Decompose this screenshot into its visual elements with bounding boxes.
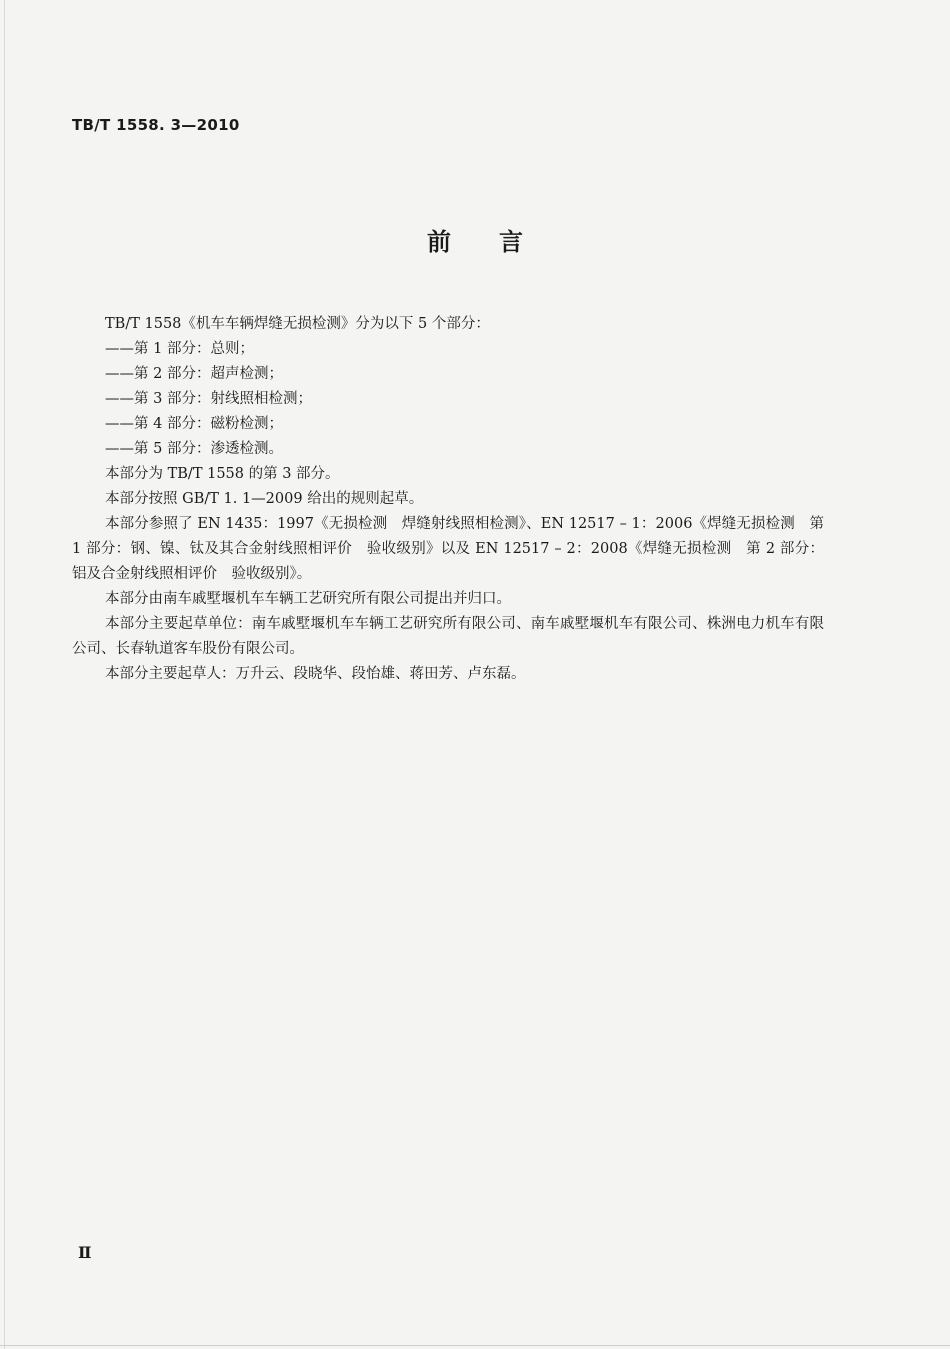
standard-code: TB/T 1558. 3—2010 (72, 116, 240, 134)
list-item: ——第 5 部分：渗透检测。 (105, 441, 283, 457)
page-title: 前言 (427, 228, 571, 256)
list-item: ——第 4 部分：磁粉检测； (105, 416, 283, 432)
preface-body (72, 312, 824, 687)
scan-edge (4, 0, 5, 1349)
paragraph: 本部分由南车戚墅堰机车车辆工艺研究所有限公司提出并归口。 (105, 591, 511, 607)
paragraph-drafters: 本部分主要起草人：万升云、段晓华、段怡雄、蒋田芳、卢东磊。 (105, 666, 526, 682)
page-number: Ⅱ (78, 1243, 92, 1262)
list-item: ——第 1 部分：总则； (105, 341, 254, 357)
list-item: ——第 2 部分：超声检测； (105, 366, 283, 382)
paragraph: 本部分为 TB/T 1558 的第 3 部分。 (105, 466, 340, 482)
paragraph-references: 本部分参照了 EN 1435：1997《无损检测 焊缝射线照相检测》、EN 12517 – 1：2006《焊缝无损检测 第 1 部分：钢、镍、钛及其合金射线照相评价 验收级别》以及 EN 12517 – 2：2008《焊缝无损检测 第 2 部分：铝及合金射线照相评价 验收级别》。 (72, 516, 824, 582)
scan-edge (0, 1345, 950, 1346)
list-item: ——第 3 部分：射线照相检测； (105, 391, 312, 407)
paragraph: 本部分按照 GB/T 1. 1—2009 给出的规则起草。 (105, 491, 424, 507)
paragraph-intro: TB/T 1558《机车车辆焊缝无损检测》分为以下 5 个部分： (105, 316, 490, 332)
paragraph-drafting-units: 本部分主要起草单位：南车戚墅堰机车车辆工艺研究所有限公司、南车戚墅堰机车有限公司、株洲电力机车有限公司、长春轨道客车股份有限公司。 (72, 616, 824, 657)
